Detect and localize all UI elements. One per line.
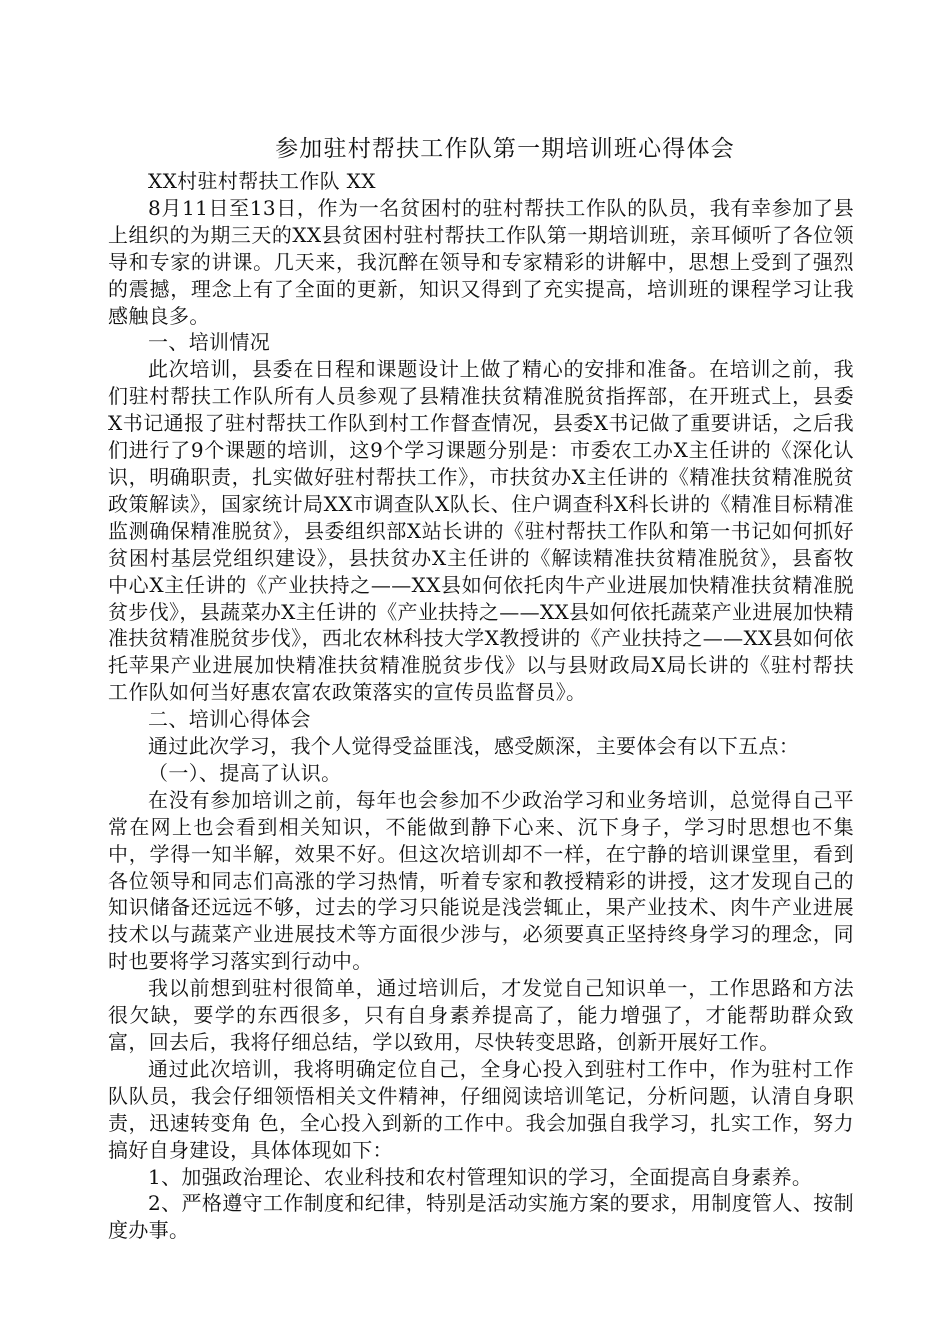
- list-item-1: 1、加强政治理论、农业科技和农村管理知识的学习，全面提高自身素养。: [148, 1164, 813, 1189]
- paragraph-commitment: 通过此次培训，我将明确定位自己，全身心投入到驻村工作中，作为驻村工作队队员，我会仔细领悟相关文件精神，仔细阅读培训笔记，分析问题，认清自身职责，迅速转变角 色，全心投入到新的工作中。我会加强自我学习，扎实工作，努力搞好自身建设，具体体现如下：: [108, 1056, 854, 1162]
- list-item-2: 2、严格遵守工作制度和纪律，特别是活动实施方案的要求，用制度管人、按制度办事。: [108, 1191, 854, 1243]
- heading-training-overview: 一、培训情况: [148, 330, 271, 355]
- paragraph-insights-summary: 通过此次学习，我个人觉得受益匪浅，感受颇深，主要体会有以下五点：: [148, 734, 800, 759]
- subheading-raised-awareness: （一）、提高了认识。: [148, 760, 342, 785]
- heading-training-insights: 二、培训心得体会: [148, 707, 311, 732]
- paragraph-reflection: 我以前想到驻村很简单，通过培训后，才发觉自己知识单一，工作思路和方法很欠缺，要学的东西很多，只有自身素养提高了，能力增强了，才能帮助群众致富，回去后，我将仔细总结，学以致用，尽快转变思路，创新开展好工作。: [108, 976, 854, 1054]
- paragraph-awareness: 在没有参加培训之前，每年也会参加不少政治学习和业务培训，总觉得自己平常在网上也会看到相关知识，不能做到静下心来、沉下身子，学习时思想也不集中，学得一知半解，效果不好。但这次培训却不一样，在宁静的培训课堂里，看到各位领导和同志们高涨的学习热情，听着专家和教授精彩的讲授，这才发现自己的知识储备还远远不够，过去的学习只能说是浅尝辄止，果产业技术、肉牛产业进展技术以与蔬菜产业进展技术等方面很少涉与，必须要真正坚持终身学习的理念，同时也要将学习落实到行动中。: [108, 787, 854, 974]
- document-title: 参加驻村帮扶工作队第一期培训班心得体会: [275, 136, 735, 162]
- document-body: [108, 132, 854, 1244]
- author-line: XX村驻村帮扶工作队 XX: [148, 169, 376, 193]
- paragraph-training-overview: 此次培训，县委在日程和课题设计上做了精心的安排和准备。在培训之前，我们驻村帮扶工作队所有人员参观了县精准扶贫精准脱贫指挥部，在开班式上，县委X书记通报了驻村帮扶工作队到村工作督查情况，县委X书记做了重要讲话，之后我们进行了9个课题的培训，这9个学习课题分别是：市委农工办X主任讲的《深化认识，明确职责，扎实做好驻村帮扶工作》，市扶贫办X主任讲的《精准扶贫精准脱贫政策解读》，国家统计局XX市调查队X队长、住户调查科X科长讲的《精准目标精准监测确保精准脱贫》，县委组织部X站长讲的《驻村帮扶工作队和第一书记如何抓好贫困村基层党组织建设》，县扶贫办X主任讲的《解读精准扶贫精准脱贫》，县畜牧中心X主任讲的《产业扶持之——XX县如何依托肉牛产业进展加快精准扶贫精准脱贫步伐》，县蔬菜办X主任讲的《产业扶持之——XX县如何依托蔬菜产业进展加快精准扶贫精准脱贫步伐》，西北农林科技大学X教授讲的《产业扶持之——XX县如何依托苹果产业进展加快精准扶贫精准脱贫步伐》以与县财政局X局长讲的《驻村帮扶工作队如何当好惠农富农政策落实的宣传员监督员》。: [108, 357, 855, 705]
- paragraph-intro: 8月11日至13日，作为一名贫困村的驻村帮扶工作队的队员，我有幸参加了县上组织的为期三天的XX县贫困村驻村帮扶工作队第一期培训班，亲耳倾听了各位领导和专家的讲课。几天来，我沉醉在领导和专家精彩的讲解中，思想上受到了强烈的震撼，理念上有了全面的更新，知识又得到了充实提高，培训班的课程学习让我感触良多。: [108, 195, 854, 328]
